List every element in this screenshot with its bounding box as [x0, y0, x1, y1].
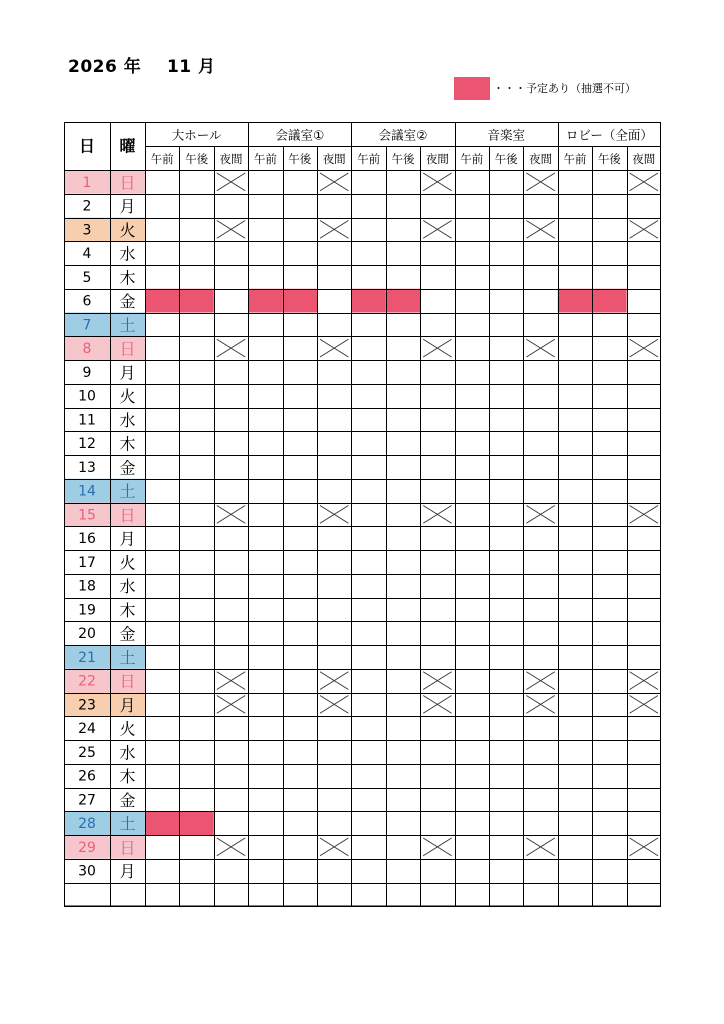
- reserved-cell: [283, 289, 317, 313]
- slot-header: 夜間: [425, 152, 449, 166]
- day-number: 13: [78, 459, 96, 476]
- closed-slot-x-icon: [320, 696, 348, 714]
- closed-slot-x-icon: [423, 672, 451, 690]
- reserved-cell: [386, 289, 420, 313]
- reserved-cell: [145, 289, 179, 313]
- closed-slot-x-icon: [630, 339, 658, 357]
- weekday-column-header: 曜: [119, 136, 136, 156]
- reserved-cell: [179, 289, 213, 313]
- closed-slot-x-icon: [423, 173, 451, 191]
- closed-slot-x-icon: [320, 838, 348, 856]
- weekday-label: 日: [119, 505, 136, 525]
- slot-header: 夜間: [529, 152, 553, 166]
- closed-slot-x-icon: [526, 696, 554, 714]
- room-header: ロビー（全面）: [565, 127, 653, 143]
- legend: [454, 76, 636, 100]
- slot-header: 午前: [357, 152, 381, 166]
- day-number: 27: [78, 792, 96, 809]
- closed-slot-x-icon: [423, 696, 451, 714]
- slot-header: 午前: [150, 152, 174, 166]
- room-header: 会議室②: [378, 127, 428, 143]
- weekday-label: 土: [119, 814, 136, 834]
- reserved-cell: [179, 811, 213, 835]
- weekday-label: 金: [119, 790, 136, 810]
- slot-header: 午前: [460, 152, 484, 166]
- day-number: 26: [78, 768, 96, 785]
- day-number: 19: [78, 602, 96, 619]
- day-number: 14: [78, 483, 96, 500]
- closed-slot-x-icon: [320, 506, 348, 524]
- title-year: 2026: [68, 57, 118, 77]
- reserved-cell: [145, 811, 179, 835]
- slot-header: 午後: [185, 152, 209, 166]
- weekday-label: 火: [119, 719, 136, 739]
- closed-slot-x-icon: [526, 838, 554, 856]
- day-number: 8: [82, 341, 92, 358]
- weekday-label: 水: [119, 410, 136, 430]
- day-number: 23: [78, 697, 96, 714]
- slot-header: 夜間: [632, 152, 656, 166]
- closed-slot-x-icon: [630, 173, 658, 191]
- weekday-label: 日: [119, 838, 136, 858]
- title-year-unit: 年: [123, 57, 142, 77]
- day-number: 11: [78, 412, 96, 429]
- day-number: 25: [78, 744, 96, 761]
- closed-slot-x-icon: [217, 672, 245, 690]
- closed-slot-x-icon: [320, 173, 348, 191]
- day-number: 3: [82, 222, 92, 239]
- slot-header: 午後: [391, 152, 415, 166]
- slot-header: 午後: [288, 152, 312, 166]
- closed-slot-x-icon: [630, 221, 658, 239]
- weekday-label: 火: [119, 220, 136, 240]
- slot-header: 午後: [494, 152, 518, 166]
- day-number: 10: [78, 388, 96, 405]
- reserved-cell: [592, 289, 626, 313]
- closed-slot-x-icon: [217, 696, 245, 714]
- day-number: 24: [78, 721, 96, 738]
- closed-slot-x-icon: [423, 506, 451, 524]
- weekday-label: 木: [119, 600, 136, 620]
- day-number: 21: [78, 649, 96, 666]
- closed-slot-x-icon: [423, 221, 451, 239]
- weekday-label: 木: [119, 767, 136, 787]
- legend-reserved-swatch: [454, 77, 490, 100]
- closed-slot-x-icon: [217, 173, 245, 191]
- day-number: 17: [78, 554, 96, 571]
- weekday-label: 水: [119, 577, 136, 597]
- closed-slot-x-icon: [630, 838, 658, 856]
- reserved-cell: [558, 289, 592, 313]
- weekday-label: 金: [119, 624, 136, 644]
- reserved-cell: [248, 289, 282, 313]
- weekday-label: 木: [119, 434, 136, 454]
- weekday-label: 土: [119, 648, 136, 668]
- page-title: [68, 52, 216, 77]
- closed-slot-x-icon: [423, 339, 451, 357]
- legend-label: ・・・予定あり（抽選不可）: [493, 82, 636, 95]
- day-number: 30: [78, 863, 96, 880]
- closed-slot-x-icon: [320, 672, 348, 690]
- day-number: 4: [82, 246, 92, 263]
- weekday-label: 日: [119, 173, 136, 193]
- room-header: 大ホール: [171, 127, 222, 143]
- day-number: 20: [78, 626, 96, 643]
- day-number: 5: [82, 269, 92, 286]
- weekday-label: 月: [119, 529, 136, 549]
- day-number: 12: [78, 436, 96, 453]
- weekday-label: 土: [119, 315, 136, 335]
- weekday-label: 月: [119, 695, 136, 715]
- weekday-label: 水: [119, 743, 136, 763]
- closed-slot-x-icon: [630, 506, 658, 524]
- reservation-table: [64, 122, 661, 909]
- weekday-label: 金: [119, 292, 136, 312]
- day-number: 28: [78, 816, 96, 833]
- day-number: 18: [78, 578, 96, 595]
- closed-slot-x-icon: [217, 221, 245, 239]
- closed-slot-x-icon: [526, 506, 554, 524]
- slot-header: 午後: [597, 152, 621, 166]
- closed-slot-x-icon: [217, 339, 245, 357]
- day-number: 22: [78, 673, 96, 690]
- closed-slot-x-icon: [526, 672, 554, 690]
- weekday-label: 月: [119, 363, 136, 383]
- day-number: 6: [82, 293, 92, 310]
- closed-slot-x-icon: [423, 838, 451, 856]
- closed-slot-x-icon: [217, 506, 245, 524]
- day-number: 1: [82, 174, 92, 191]
- weekday-label: 日: [119, 672, 136, 692]
- closed-slot-x-icon: [526, 339, 554, 357]
- closed-slot-x-icon: [630, 672, 658, 690]
- slot-header: 夜間: [219, 152, 243, 166]
- day-number: 16: [78, 531, 96, 548]
- weekday-label: 火: [119, 387, 136, 407]
- weekday-label: 金: [119, 458, 136, 478]
- weekday-label: 火: [119, 553, 136, 573]
- weekday-label: 土: [119, 482, 136, 502]
- day-number: 9: [82, 364, 92, 381]
- weekday-label: 水: [119, 244, 136, 264]
- closed-slot-x-icon: [320, 339, 348, 357]
- room-header: 会議室①: [275, 127, 325, 143]
- closed-slot-x-icon: [526, 221, 554, 239]
- day-column-header: 日: [78, 136, 96, 156]
- slot-header: 午前: [253, 152, 277, 166]
- day-number: 7: [82, 317, 92, 334]
- day-number: 15: [78, 507, 96, 524]
- day-number: 2: [82, 198, 92, 215]
- room-header: 音楽室: [487, 127, 525, 143]
- closed-slot-x-icon: [320, 221, 348, 239]
- closed-slot-x-icon: [630, 696, 658, 714]
- title-month-unit: 月: [198, 57, 216, 77]
- weekday-label: 月: [119, 197, 136, 217]
- closed-slot-x-icon: [526, 173, 554, 191]
- closed-slot-x-icon: [217, 838, 245, 856]
- slot-header: 夜間: [322, 152, 346, 166]
- weekday-label: 日: [119, 339, 136, 359]
- weekday-label: 木: [119, 268, 136, 288]
- day-number: 29: [78, 839, 96, 856]
- weekday-label: 月: [119, 862, 136, 882]
- title-month: 11: [166, 57, 192, 77]
- slot-header: 午前: [563, 152, 587, 166]
- reserved-cell: [351, 289, 385, 313]
